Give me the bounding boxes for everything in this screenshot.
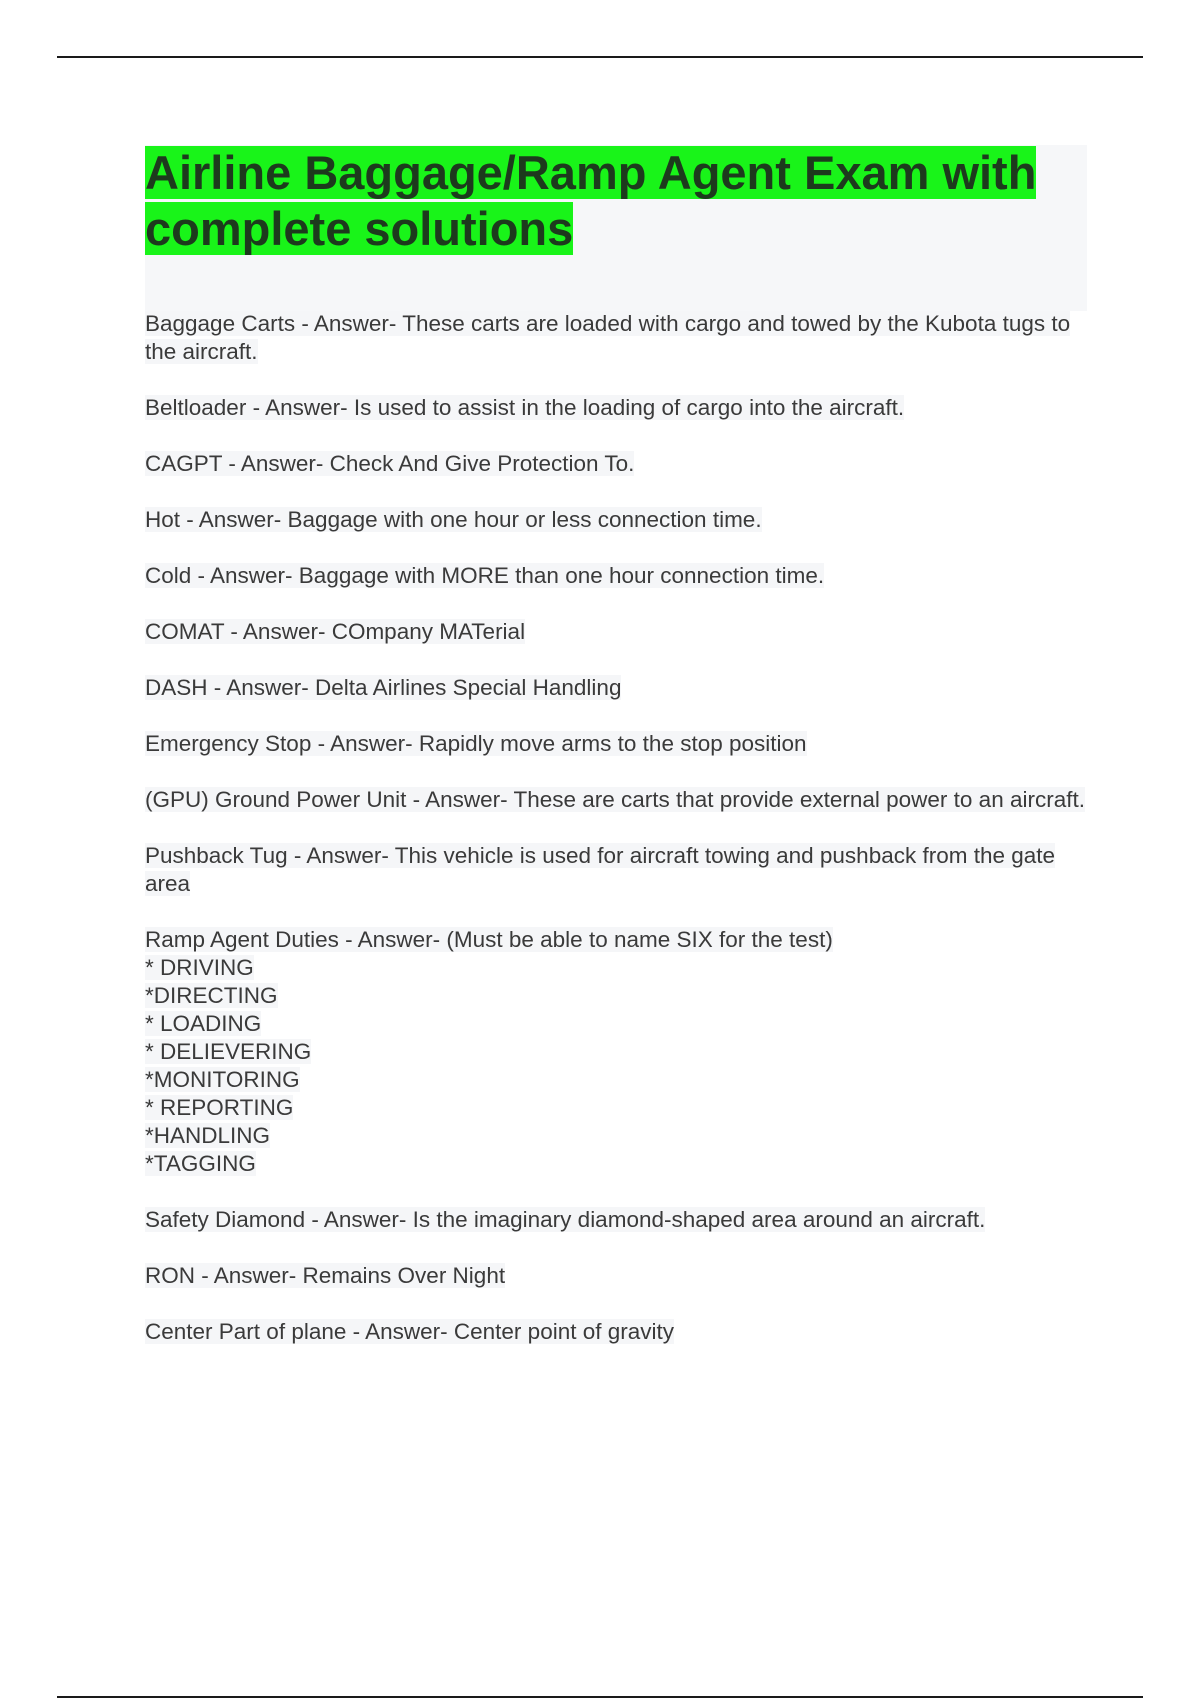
qa-entry-text: Emergency Stop - Answer- Rapidly move arms to the stop position: [145, 731, 807, 756]
ramp-agent-duties: [145, 926, 1085, 1178]
title-block: [145, 145, 1087, 311]
duties-list: [145, 954, 1085, 1178]
qa-entry-text: Beltloader - Answer- Is used to assist in the loading of cargo into the aircraft.: [145, 395, 905, 420]
qa-entry-text: Hot - Answer- Baggage with one hour or less connection time.: [145, 507, 762, 532]
document-title: [145, 145, 1087, 257]
duty-item-text: * DELIEVERING: [145, 1039, 312, 1064]
duty-item: [145, 1010, 1085, 1038]
qa-entry: [145, 618, 1085, 646]
bottom-rule: [57, 1696, 1143, 1698]
qa-entry-text: (GPU) Ground Power Unit - Answer- These are carts that provide external power to an aircraft.: [145, 787, 1085, 812]
duty-item-text: *DIRECTING: [145, 983, 278, 1008]
duty-item: [145, 954, 1085, 982]
duty-item: [145, 1094, 1085, 1122]
duties-heading: Ramp Agent Duties - Answer- (Must be able to name SIX for the test): [145, 927, 833, 952]
qa-entry-text: RON - Answer- Remains Over Night: [145, 1263, 506, 1288]
duty-item-text: *HANDLING: [145, 1123, 271, 1148]
duty-item: [145, 1066, 1085, 1094]
duty-item-text: *MONITORING: [145, 1067, 300, 1092]
qa-entry: [145, 674, 1085, 702]
qa-entry-text: DASH - Answer- Delta Airlines Special Handling: [145, 675, 622, 700]
duty-item-text: * REPORTING: [145, 1095, 294, 1120]
duty-item: [145, 1150, 1085, 1178]
qa-entry: [145, 730, 1085, 758]
duty-item: [145, 1038, 1085, 1066]
qa-entry-text: CAGPT - Answer- Check And Give Protection To.: [145, 451, 635, 476]
qa-entry: [145, 394, 1085, 422]
qa-entry: [145, 786, 1085, 814]
qa-entry: [145, 1206, 1085, 1234]
qa-entry: [145, 1262, 1085, 1290]
qa-entry: [145, 1318, 1085, 1346]
qa-entry-text: Safety Diamond - Answer- Is the imaginary diamond-shaped area around an aircraft.: [145, 1207, 986, 1232]
duty-item: [145, 982, 1085, 1010]
qa-list: [145, 310, 1085, 1374]
top-rule: [57, 56, 1143, 58]
duty-item-text: * LOADING: [145, 1011, 262, 1036]
document-title-text: Airline Baggage/Ramp Agent Exam with complete solutions: [145, 146, 1037, 255]
duty-item: [145, 1122, 1085, 1150]
qa-entry-text: Cold - Answer- Baggage with MORE than one hour connection time.: [145, 563, 825, 588]
qa-entry: [145, 562, 1085, 590]
duty-item-text: *TAGGING: [145, 1151, 256, 1176]
qa-entry: [145, 450, 1085, 478]
qa-entry-text: Baggage Carts - Answer- These carts are loaded with cargo and towed by the Kubota tugs to the aircraft.: [145, 311, 1071, 364]
qa-entry-text: Center Part of plane - Answer- Center point of gravity: [145, 1319, 675, 1344]
duty-item-text: * DRIVING: [145, 955, 254, 980]
qa-entry-text: COMAT - Answer- COmpany MATerial: [145, 619, 526, 644]
qa-entry-text: Pushback Tug - Answer- This vehicle is used for aircraft towing and pushback from the gate area: [145, 843, 1056, 896]
qa-entry: [145, 506, 1085, 534]
qa-entry: [145, 310, 1085, 366]
qa-entry: [145, 842, 1085, 898]
